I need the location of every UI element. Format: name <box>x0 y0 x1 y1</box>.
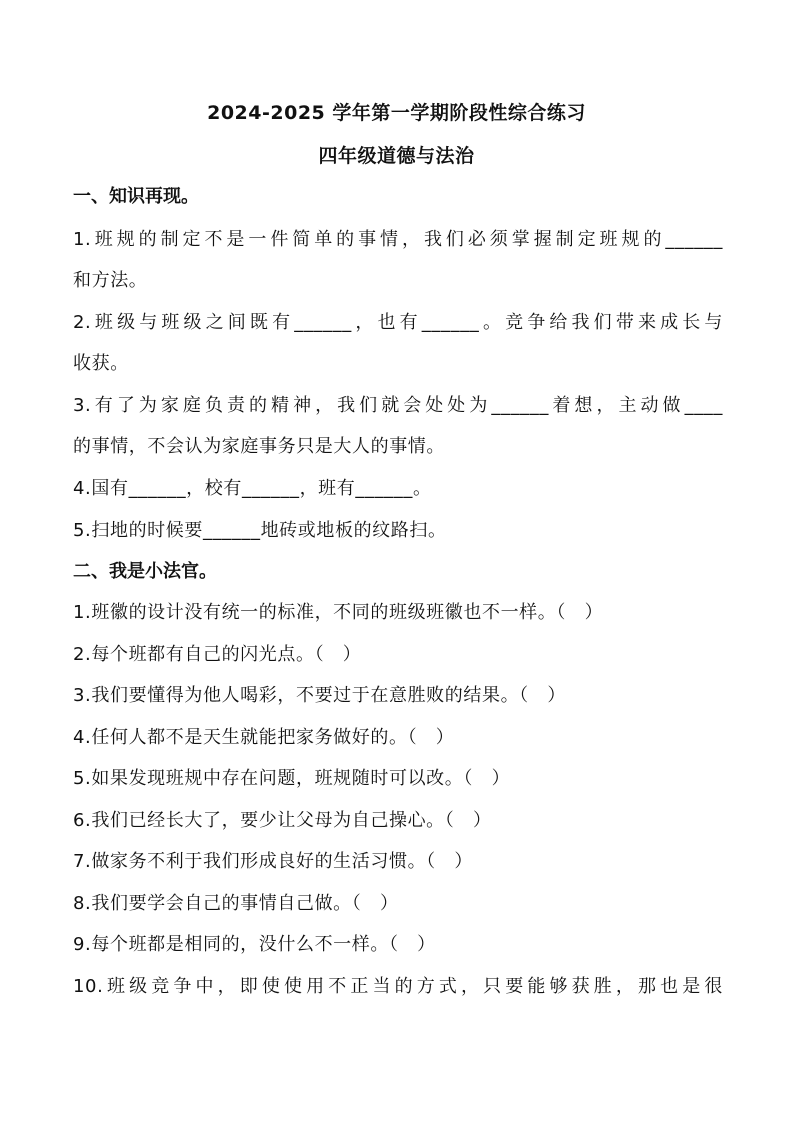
section1-line-6: 的事情，不会认为家庭事务只是大人的事情。 <box>73 436 445 457</box>
judge-item-10: 10.班级竞争中，即使使用不正当的方式，只要能够获胜，那也是很 <box>73 976 723 997</box>
judge-item-7: 7.做家务不利于我们形成良好的生活习惯。（ ） <box>73 851 473 872</box>
judge-item-2: 2.每个班都有自己的闪光点。（ ） <box>73 644 362 665</box>
section1-heading: 一、知识再现。 <box>73 186 199 207</box>
document-title: 2024-2025 学年第一学期阶段性综合练习 <box>207 102 586 124</box>
judge-item-9: 9.每个班都是相同的，没什么不一样。（ ） <box>73 934 436 955</box>
section1-line-4: 收获。 <box>73 353 129 374</box>
judge-item-4: 4.任何人都不是天生就能把家务做好的。（ ） <box>73 727 455 748</box>
document-subtitle: 四年级道德与法治 <box>318 145 475 167</box>
judge-item-6: 6.我们已经长大了，要少让父母为自己操心。（ ） <box>73 810 492 831</box>
judge-item-3: 3.我们要懂得为他人喝彩，不要过于在意胜败的结果。（ ） <box>73 685 566 706</box>
judge-item-8: 8.我们要学会自己的事情自己做。（ ） <box>73 893 399 914</box>
section1-line-3: 2.班级与班级之间既有______，也有______。竞争给我们带来成长与 <box>73 312 723 333</box>
section1-line-8: 5.扫地的时候要______地砖或地板的纹路扫。 <box>73 520 447 541</box>
judge-item-5: 5.如果发现班规中存在问题，班规随时可以改。（ ） <box>73 768 511 789</box>
section1-line-1: 1.班规的制定不是一件简单的事情，我们必须掌握制定班规的______ <box>73 229 723 250</box>
judge-item-1: 1.班徽的设计没有统一的标准，不同的班级班徽也不一样。（ ） <box>73 602 604 623</box>
section1-line-7: 4.国有______，校有______，班有______。 <box>73 478 432 499</box>
section1-line-2: 和方法。 <box>73 270 148 291</box>
section2-heading: 二、我是小法官。 <box>73 561 217 582</box>
section1-line-5: 3.有了为家庭负责的精神，我们就会处处为______着想，主动做____ <box>73 395 723 416</box>
